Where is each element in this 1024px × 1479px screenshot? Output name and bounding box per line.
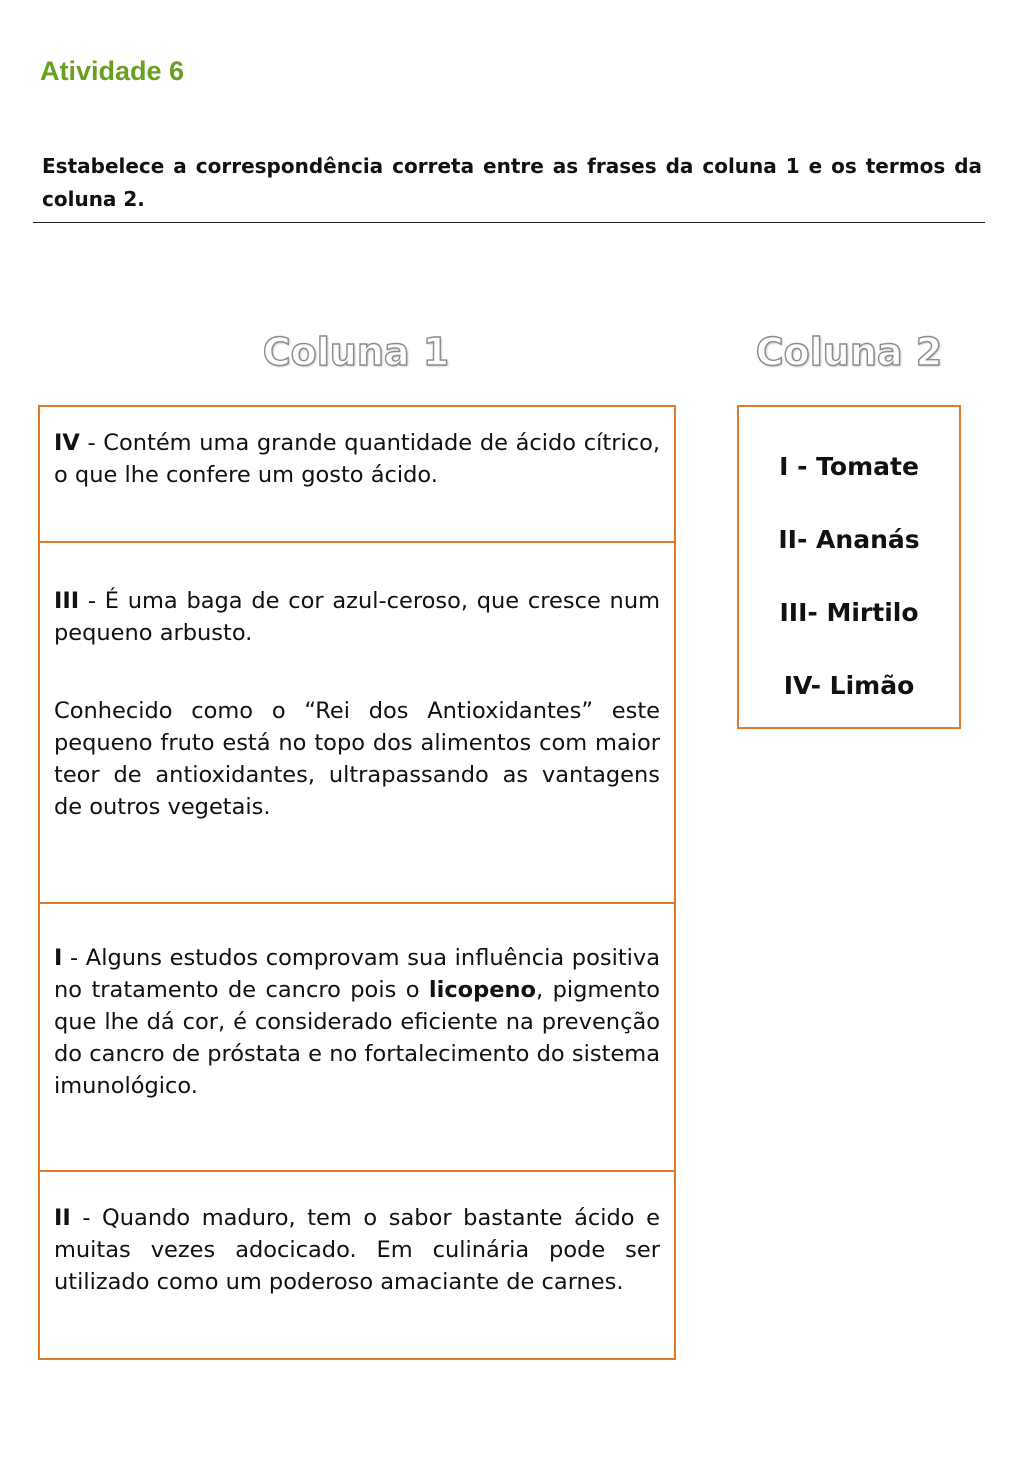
column-1-heading: Coluna 1 [262,330,450,374]
cell-iii-extra-paragraph: Conhecido como o “Rei dos Antioxidantes” este pequeno fruto está no topo dos alimentos com maior teor de antioxidantes, ultrapassando as vantagens de outros vegetais. [54,698,660,820]
cell-ii-numeral: II [54,1205,71,1231]
column-2-item-limao: IV- Limão [783,671,915,700]
cell-iii-description: - É uma baga de cor azul-ceroso, que cresce num pequeno arbusto. [54,588,660,646]
activity-title: Atividade 6 [40,56,185,86]
column-1-table [38,405,676,1360]
column-2-box [737,405,961,729]
column-2-item-tomate: I - Tomate [779,452,919,481]
cell-i-description-start: - Alguns estudos comprovam sua influência positiva no tratamento de cancro pois o [54,945,660,1003]
cell-iv-numeral: IV [54,430,80,456]
cell-ii-text [54,1202,660,1298]
column-2-item-ananas: II- Ananás [778,525,920,554]
cell-iv-text [54,427,660,491]
cell-i-text [54,942,660,1102]
cell-i-keyword: licopeno [428,977,536,1003]
cell-iii-numeral: III [54,588,80,614]
cell-i-description-end: , pigmento que lhe dá cor, é considerado eficiente na prevenção do cancro de próstata e no fortalecimento do sistema imunológico. [54,977,660,1099]
cell-iv-description: - Contém uma grande quantidade de ácido cítrico, o que lhe confere um gosto ácido. [54,430,660,488]
divider-line [33,222,985,223]
column-1-cell-iv [40,407,674,541]
column-1-cell-iii [40,541,674,902]
cell-i-numeral: I [54,945,63,971]
cell-ii-description: - Quando maduro, tem o sabor bastante ácido e muitas vezes adocicado. Em culinária pode ser utilizado como um poderoso amaciante de carnes. [54,1205,660,1295]
column-1-cell-i [40,902,674,1170]
column-2-list [739,407,959,702]
column-2-heading: Coluna 2 [755,330,943,374]
column-1-cell-ii [40,1170,674,1358]
instructions-text: Estabelece a correspondência correta entre as frases da coluna 1 e os termos da coluna 2. [42,154,982,211]
cell-iii-text [54,585,660,649]
column-2-item-mirtilo: III- Mirtilo [779,598,919,627]
